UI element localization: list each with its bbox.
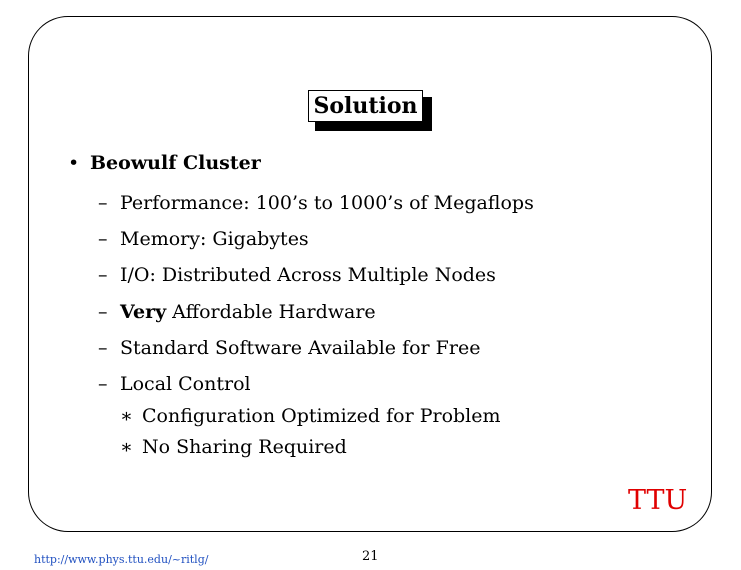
sub-list-item-text: Configuration Optimized for Problem (142, 405, 501, 427)
list-item (98, 263, 496, 287)
slide-title: Solution (308, 90, 423, 122)
dash-marker: – (98, 337, 108, 359)
emphasis-text: Very (120, 301, 167, 323)
star-marker: ∗ (120, 436, 133, 458)
slide-title-box (308, 90, 423, 122)
list-item (98, 227, 309, 251)
list-item (98, 191, 534, 215)
list-item (98, 336, 480, 360)
dash-marker: – (98, 192, 108, 214)
dash-marker: – (98, 228, 108, 250)
star-marker: ∗ (120, 405, 133, 427)
dash-marker: – (98, 264, 108, 286)
main-bullet-label: Beowulf Cluster (90, 152, 261, 174)
ttu-logo-text: TTU (628, 485, 688, 516)
page-number: 21 (362, 549, 379, 564)
sub-list-item-text: No Sharing Required (142, 436, 347, 458)
sub-list-item (120, 404, 501, 428)
dash-marker: – (98, 301, 108, 323)
dash-marker: – (98, 373, 108, 395)
list-item-text: I/O: Distributed Across Multiple Nodes (120, 264, 496, 286)
list-item-text: Performance: 100’s to 1000’s of Megaflops (120, 192, 534, 214)
bullet-marker: • (68, 152, 80, 174)
list-item (98, 372, 251, 396)
list-item-text: Local Control (120, 373, 251, 395)
footer-url-link[interactable]: http://www.phys.ttu.edu/~ritlg/ (34, 553, 209, 566)
list-item (98, 300, 376, 324)
sub-list-item (120, 435, 347, 459)
list-item-text: Memory: Gigabytes (120, 228, 309, 250)
list-item-text: Standard Software Available for Free (120, 337, 481, 359)
list-item-text: Affordable Hardware (166, 301, 376, 323)
